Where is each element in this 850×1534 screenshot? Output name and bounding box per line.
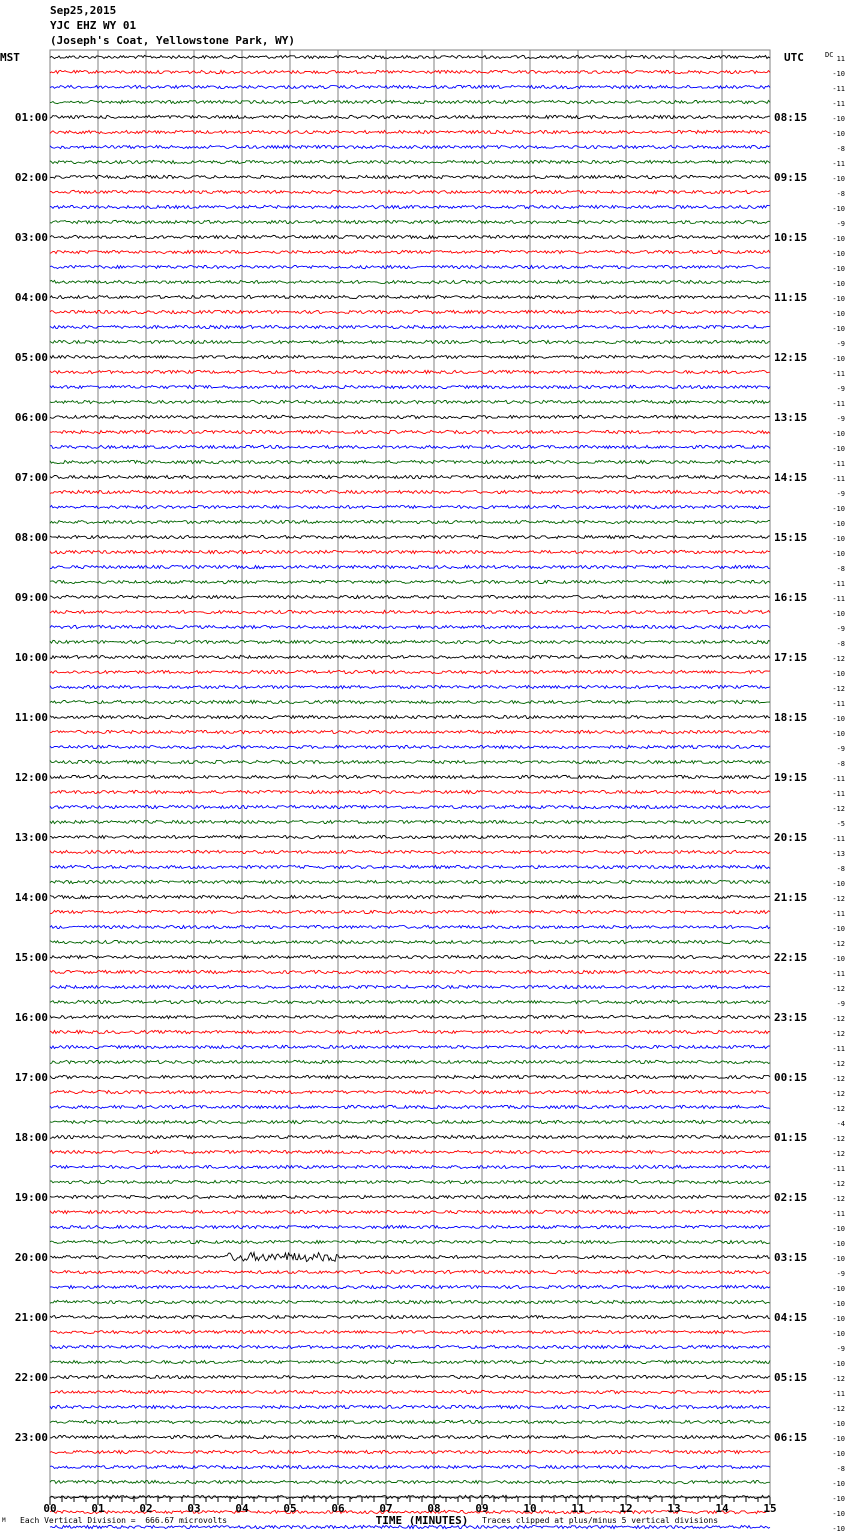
seismic-trace <box>50 685 770 688</box>
dc-offset-label: -8 <box>836 565 845 573</box>
dc-offset-label: -13 <box>832 850 845 858</box>
seismic-trace <box>50 430 770 433</box>
seismic-trace <box>50 655 770 658</box>
dc-offset-label: -9 <box>836 745 845 753</box>
seismic-trace <box>50 1450 770 1453</box>
dc-offset-label: -12 <box>832 685 845 693</box>
seismic-trace <box>50 475 770 478</box>
station-code: YJC EHZ WY 01 <box>50 19 137 32</box>
dc-offset-label: -10 <box>832 325 845 333</box>
seismic-trace <box>50 1240 770 1243</box>
dc-offset-label: -10 <box>832 1285 845 1293</box>
dc-offset-label: -12 <box>832 1150 845 1158</box>
plot-date: Sep25,2015 <box>50 4 117 17</box>
dc-offset-label: -9 <box>836 340 845 348</box>
dc-offset-label: -12 <box>832 805 845 813</box>
dc-offset-label: -10 <box>832 1255 845 1263</box>
utc-hour-label: 22:15 <box>774 951 808 964</box>
seismic-trace <box>50 1270 770 1273</box>
dc-offset-label: -12 <box>832 1090 845 1098</box>
dc-offset-label: -10 <box>832 130 845 138</box>
utc-hour-label: 23:15 <box>774 1011 808 1024</box>
seismic-trace <box>50 910 770 913</box>
dc-offset-label: -10 <box>832 295 845 303</box>
seismic-trace <box>50 160 770 163</box>
mst-axis-label: MST <box>0 51 20 64</box>
x-axis-title: TIME (MINUTES) <box>375 1514 469 1527</box>
x-tick-label: 03 <box>187 1502 201 1515</box>
dc-offset-label: -9 <box>836 1000 845 1008</box>
dc-offset-label: -11 <box>832 1210 845 1218</box>
seismic-trace <box>50 1405 770 1408</box>
seismic-trace <box>50 835 770 838</box>
seismic-trace <box>50 235 770 238</box>
x-tick-label: 12 <box>619 1502 633 1515</box>
dc-offset-label: -11 <box>832 460 845 468</box>
dc-offset-label: -10 <box>832 235 845 243</box>
dc-offset-label: -10 <box>832 445 845 453</box>
seismic-trace <box>50 460 770 463</box>
seismic-trace <box>50 580 770 583</box>
dc-offset-label: -12 <box>832 1105 845 1113</box>
dc-offset-label: -12 <box>832 1180 845 1188</box>
mst-hour-label: 11:00 <box>14 711 48 724</box>
seismic-trace <box>50 955 770 958</box>
dc-offset-label: -10 <box>832 115 845 123</box>
dc-offset-label: -8 <box>836 1465 845 1473</box>
dc-offset-label: -12 <box>832 895 845 903</box>
dc-offset-label: -11 <box>832 700 845 708</box>
dc-offset-label: -10 <box>832 1435 845 1443</box>
dc-offset-label: -10 <box>832 1510 845 1518</box>
seismic-trace <box>50 520 770 523</box>
dc-offset-label: -9 <box>836 415 845 423</box>
seismic-trace <box>50 1045 770 1048</box>
seismic-trace <box>50 625 770 628</box>
seismic-trace <box>50 1195 770 1198</box>
seismic-trace <box>50 790 770 793</box>
mst-hour-label: 01:00 <box>14 111 48 124</box>
seismic-trace <box>50 970 770 973</box>
utc-hour-label: 04:15 <box>774 1311 808 1324</box>
clip-note: Traces clipped at plus/minus 5 vertical divisions <box>482 1516 719 1525</box>
dc-offset-label: -10 <box>832 355 845 363</box>
seismic-trace <box>50 1075 770 1078</box>
dc-offset-label: -12 <box>832 1135 845 1143</box>
dc-offset-label: -5 <box>836 820 845 828</box>
dc-offset-label: -12 <box>832 1195 845 1203</box>
seismic-trace <box>50 1180 770 1183</box>
x-tick-label: 13 <box>667 1502 681 1515</box>
seismic-trace <box>50 415 770 418</box>
dc-offset-label: -11 <box>832 970 845 978</box>
seismic-trace <box>50 205 770 208</box>
seismic-trace <box>50 145 770 148</box>
utc-hour-label: 01:15 <box>774 1131 808 1144</box>
mst-hour-label: 19:00 <box>14 1191 48 1204</box>
plot-frame <box>50 50 770 1497</box>
x-tick-label: 15 <box>763 1502 777 1515</box>
seismic-trace <box>50 325 770 328</box>
seismic-trace <box>50 1135 770 1138</box>
dc-label: DC <box>825 51 834 59</box>
dc-offset-label: -11 <box>832 775 845 783</box>
seismic-trace <box>50 490 770 493</box>
dc-offset-label: -10 <box>832 925 845 933</box>
dc-offset-label: -10 <box>832 550 845 558</box>
seismic-trace <box>50 1000 770 1003</box>
dc-offset-label: -12 <box>832 1405 845 1413</box>
utc-hour-label: 06:15 <box>774 1431 808 1444</box>
seismic-trace <box>50 1120 770 1123</box>
x-tick-label: 07 <box>379 1502 393 1515</box>
mst-hour-label: 22:00 <box>14 1371 48 1384</box>
dc-offset-label: -10 <box>832 610 845 618</box>
seismic-trace <box>50 985 770 988</box>
seismic-trace <box>50 115 770 118</box>
x-tick-label: 04 <box>235 1502 249 1515</box>
utc-hour-label: 20:15 <box>774 831 808 844</box>
utc-hour-label: 09:15 <box>774 171 808 184</box>
dc-offset-label: -10 <box>832 880 845 888</box>
dc-offset-label: -10 <box>832 520 845 528</box>
mst-hour-label: 18:00 <box>14 1131 48 1144</box>
dc-offset-label: -11 <box>832 370 845 378</box>
seismic-trace <box>50 70 770 73</box>
seismic-trace <box>50 925 770 928</box>
x-tick-label: 05 <box>283 1502 297 1515</box>
utc-hour-label: 14:15 <box>774 471 808 484</box>
mst-hour-label: 14:00 <box>14 891 48 904</box>
dc-offset-label: -9 <box>836 490 845 498</box>
seismic-trace <box>50 295 770 298</box>
seismic-trace <box>50 265 770 268</box>
x-tick-label: 10 <box>523 1502 537 1515</box>
dc-offset-label: -11 <box>832 160 845 168</box>
utc-hour-label: 13:15 <box>774 411 808 424</box>
x-tick-label: 09 <box>475 1502 489 1515</box>
utc-hour-label: 10:15 <box>774 231 808 244</box>
dc-offset-label: -12 <box>832 1060 845 1068</box>
dc-offset-label: -8 <box>836 145 845 153</box>
dc-offset-label: -9 <box>836 1345 845 1353</box>
mst-hour-label: 08:00 <box>14 531 48 544</box>
seismic-trace <box>50 700 770 703</box>
seismic-trace <box>50 640 770 643</box>
seismic-trace <box>50 1375 770 1378</box>
seismic-trace <box>50 895 770 898</box>
x-tick-label: 14 <box>715 1502 729 1515</box>
dc-offset-label: -11 <box>832 1165 845 1173</box>
seismic-trace <box>50 220 770 223</box>
dc-offset-label: -4 <box>836 1120 845 1128</box>
station-location: (Joseph's Coat, Yellowstone Park, WY) <box>50 34 296 47</box>
seismic-trace <box>50 400 770 403</box>
dc-offset-label: -11 <box>832 595 845 603</box>
dc-offset-label: -10 <box>832 1315 845 1323</box>
dc-offset-label: -10 <box>832 1495 845 1503</box>
dc-offset-label: -11 <box>832 910 845 918</box>
utc-hour-label: 05:15 <box>774 1371 808 1384</box>
dc-offset-label: -8 <box>836 640 845 648</box>
seismic-trace <box>50 1030 770 1033</box>
mst-hour-label: 09:00 <box>14 591 48 604</box>
mst-hour-label: 21:00 <box>14 1311 48 1324</box>
dc-offset-label: -11 <box>832 580 845 588</box>
x-tick-label: 11 <box>571 1502 585 1515</box>
utc-hour-label: 21:15 <box>774 891 808 904</box>
seismic-trace <box>50 1480 770 1483</box>
mst-hour-label: 16:00 <box>14 1011 48 1024</box>
utc-hour-label: 19:15 <box>774 771 808 784</box>
seismic-trace <box>50 340 770 343</box>
dc-offset-label: -10 <box>832 1240 845 1248</box>
dc-offset-label: -12 <box>832 1015 845 1023</box>
seismic-trace <box>50 805 770 808</box>
mst-hour-label: 10:00 <box>14 651 48 664</box>
seismic-trace <box>50 745 770 748</box>
seismic-trace <box>50 715 770 718</box>
seismic-trace <box>50 1390 770 1393</box>
dc-offset-label: -10 <box>832 1480 845 1488</box>
dc-offset-label: -10 <box>832 280 845 288</box>
dc-offset-label: -8 <box>836 190 845 198</box>
seismic-trace <box>50 445 770 448</box>
dc-offset-label: -12 <box>832 1075 845 1083</box>
seismic-trace <box>50 1105 770 1108</box>
utc-hour-label: 02:15 <box>774 1191 808 1204</box>
dc-offset-label: 11 <box>836 55 845 63</box>
utc-hour-label: 16:15 <box>774 591 808 604</box>
seismic-trace <box>50 1253 770 1262</box>
seismic-trace <box>50 730 770 733</box>
dc-offset-label: -10 <box>832 430 845 438</box>
mst-hour-label: 04:00 <box>14 291 48 304</box>
dc-offset-label: -12 <box>832 1030 845 1038</box>
dc-offset-label: -12 <box>832 940 845 948</box>
dc-offset-label: -10 <box>832 1525 845 1533</box>
scale-note: Each Vertical Division = 666.67 microvolts <box>20 1516 228 1525</box>
corner-mark: M <box>2 1517 6 1524</box>
dc-offset-label: -11 <box>832 1045 845 1053</box>
utc-hour-label: 11:15 <box>774 291 808 304</box>
dc-offset-label: -10 <box>832 730 845 738</box>
seismic-trace <box>50 280 770 283</box>
dc-offset-label: -11 <box>832 85 845 93</box>
seismic-trace <box>50 1060 770 1063</box>
dc-offset-label: -10 <box>832 175 845 183</box>
dc-offset-label: -10 <box>832 670 845 678</box>
seismic-trace <box>50 1465 770 1468</box>
seismic-trace <box>50 1015 770 1018</box>
seismic-trace <box>50 1150 770 1153</box>
dc-offset-label: -10 <box>832 70 845 78</box>
utc-hour-label: 03:15 <box>774 1251 808 1264</box>
mst-hour-label: 05:00 <box>14 351 48 364</box>
dc-offset-label: -11 <box>832 400 845 408</box>
dc-offset-label: -9 <box>836 220 845 228</box>
seismic-trace <box>50 850 770 853</box>
dc-offset-label: -10 <box>832 1225 845 1233</box>
seismic-trace <box>50 385 770 388</box>
seismic-trace <box>50 310 770 313</box>
mst-hour-label: 15:00 <box>14 951 48 964</box>
seismic-trace <box>50 130 770 133</box>
dc-offset-label: -9 <box>836 1270 845 1278</box>
dc-offset-label: -10 <box>832 205 845 213</box>
seismic-trace <box>50 1285 770 1288</box>
seismic-trace <box>50 1090 770 1093</box>
dc-offset-label: -10 <box>832 250 845 258</box>
seismic-trace <box>50 175 770 178</box>
seismic-trace <box>50 1315 770 1318</box>
seismic-trace <box>50 550 770 553</box>
seismic-trace <box>50 1360 770 1363</box>
dc-offset-label: -8 <box>836 760 845 768</box>
dc-offset-label: -11 <box>832 475 845 483</box>
utc-hour-label: 17:15 <box>774 651 808 664</box>
utc-hour-label: 08:15 <box>774 111 808 124</box>
x-tick-label: 00 <box>43 1502 57 1515</box>
dc-offset-label: -10 <box>832 1420 845 1428</box>
seismic-trace <box>50 55 770 58</box>
utc-hour-label: 12:15 <box>774 351 808 364</box>
seismic-trace <box>50 250 770 253</box>
mst-hour-label: 03:00 <box>14 231 48 244</box>
dc-offset-label: -12 <box>832 1375 845 1383</box>
seismic-trace <box>50 1420 770 1423</box>
seismic-trace <box>50 85 770 88</box>
dc-offset-label: -10 <box>832 955 845 963</box>
dc-offset-label: -10 <box>832 1360 845 1368</box>
seismic-trace <box>50 940 770 943</box>
seismic-trace <box>50 355 770 358</box>
dc-offset-label: -10 <box>832 1300 845 1308</box>
dc-offset-label: -9 <box>836 385 845 393</box>
mst-hour-label: 06:00 <box>14 411 48 424</box>
dc-offset-label: -11 <box>832 790 845 798</box>
seismic-trace <box>50 1210 770 1213</box>
x-tick-label: 06 <box>331 1502 345 1515</box>
dc-offset-label: -8 <box>836 865 845 873</box>
seismic-trace <box>50 190 770 193</box>
mst-hour-label: 12:00 <box>14 771 48 784</box>
dc-offset-label: -11 <box>832 835 845 843</box>
seismic-trace <box>50 370 770 373</box>
seismic-trace <box>50 1435 770 1438</box>
dc-offset-label: -9 <box>836 625 845 633</box>
x-tick-label: 01 <box>91 1502 105 1515</box>
mst-hour-label: 02:00 <box>14 171 48 184</box>
seismic-trace <box>50 1345 770 1348</box>
seismic-trace <box>50 865 770 868</box>
seismic-trace <box>50 100 770 103</box>
dc-offset-label: -12 <box>832 655 845 663</box>
mst-hour-label: 20:00 <box>14 1251 48 1264</box>
dc-offset-label: -10 <box>832 310 845 318</box>
utc-hour-label: 15:15 <box>774 531 808 544</box>
seismic-trace <box>50 505 770 508</box>
x-tick-label: 08 <box>427 1502 441 1515</box>
dc-offset-label: -10 <box>832 1330 845 1338</box>
seismic-trace <box>50 565 770 568</box>
dc-offset-label: -12 <box>832 985 845 993</box>
dc-offset-label: -11 <box>832 100 845 108</box>
seismic-trace <box>50 1225 770 1228</box>
seismic-trace <box>50 535 770 538</box>
utc-hour-label: 00:15 <box>774 1071 808 1084</box>
mst-hour-label: 17:00 <box>14 1071 48 1084</box>
seismic-trace <box>50 1300 770 1303</box>
dc-offset-label: -11 <box>832 1390 845 1398</box>
mst-hour-label: 07:00 <box>14 471 48 484</box>
dc-offset-label: -10 <box>832 715 845 723</box>
mst-hour-label: 13:00 <box>14 831 48 844</box>
seismic-trace <box>50 1165 770 1168</box>
dc-offset-label: -10 <box>832 1450 845 1458</box>
dc-offset-label: -10 <box>832 535 845 543</box>
seismic-trace <box>50 1330 770 1333</box>
seismic-trace <box>50 760 770 763</box>
seismic-trace <box>50 775 770 778</box>
seismic-trace <box>50 670 770 673</box>
utc-axis-label: UTC <box>784 51 804 64</box>
utc-hour-label: 18:15 <box>774 711 808 724</box>
dc-offset-label: -10 <box>832 505 845 513</box>
x-tick-label: 02 <box>139 1502 153 1515</box>
seismic-trace <box>50 880 770 883</box>
dc-offset-label: -10 <box>832 265 845 273</box>
mst-hour-label: 23:00 <box>14 1431 48 1444</box>
seismic-trace <box>50 595 770 598</box>
seismic-trace <box>50 610 770 613</box>
seismic-trace <box>50 820 770 823</box>
